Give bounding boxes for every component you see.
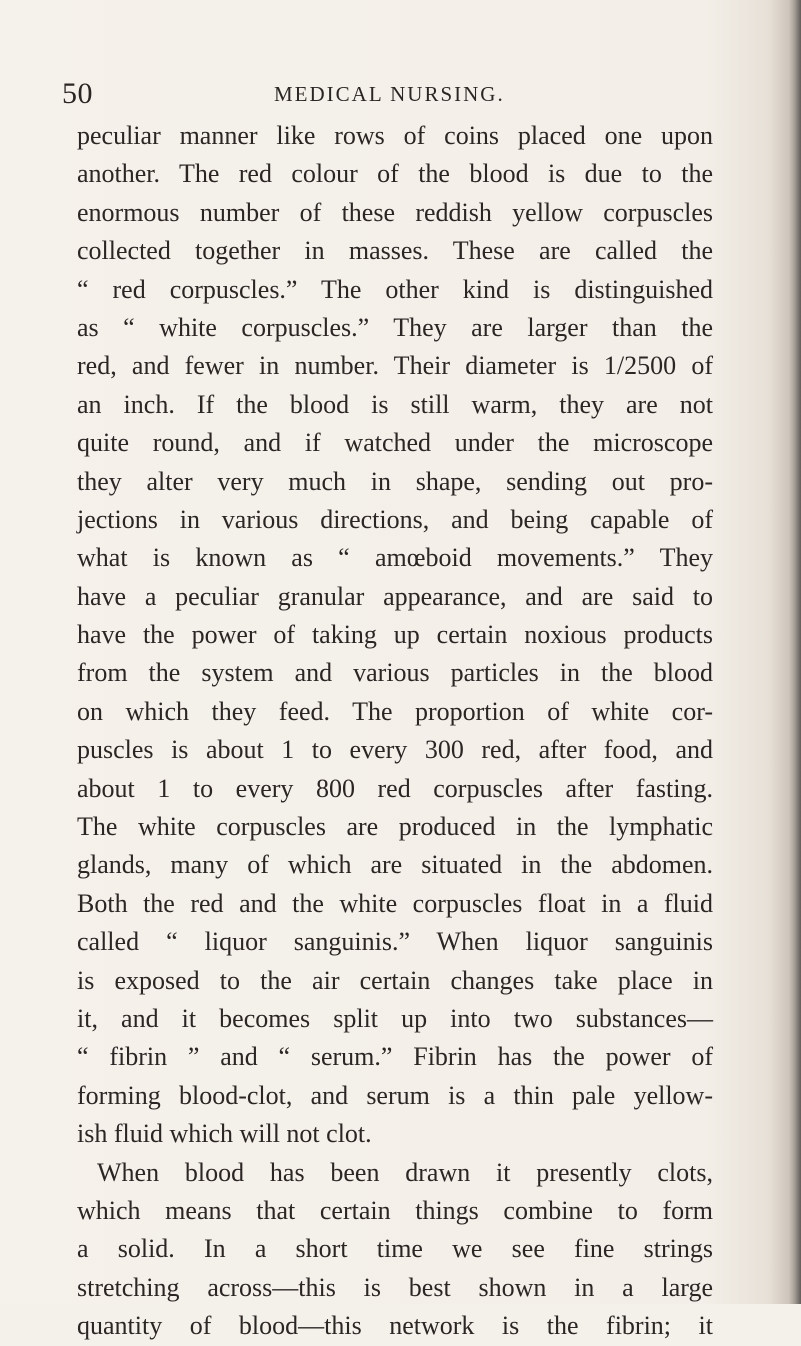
- text-line: When blood has been drawn it presently clots,: [97, 1157, 713, 1187]
- text-line: enormous number of these reddish yellow corpuscles: [77, 197, 713, 227]
- text-line: called “ liquor sanguinis.” When liquor sanguinis: [77, 927, 713, 957]
- text-line: puscles is about 1 to every 300 red, after food, and: [77, 735, 713, 765]
- text-line: “ fibrin ” and “ serum.” Fibrin has the power of: [77, 1042, 713, 1072]
- page-number: 50: [62, 77, 93, 110]
- text-line: it, and it becomes split up into two substances—: [77, 1003, 713, 1033]
- text-line: ish fluid which will not clot.: [77, 1119, 372, 1149]
- text-line: quite round, and if watched under the microscope: [77, 428, 713, 458]
- text-line: about 1 to every 800 red corpuscles after fasting.: [77, 773, 713, 803]
- text-line: on which they feed. The proportion of white cor-: [77, 696, 713, 726]
- text-line: they alter very much in shape, sending out pro-: [77, 466, 713, 496]
- text-line: Both the red and the white corpuscles float in a fluid: [77, 888, 713, 918]
- text-line: as “ white corpuscles.” They are larger than the: [77, 312, 713, 342]
- text-line: jections in various directions, and being capable of: [77, 504, 713, 534]
- text-line: another. The red colour of the blood is due to the: [77, 159, 713, 189]
- text-line: an inch. If the blood is still warm, they are not: [77, 389, 713, 419]
- text-line: have a peculiar granular appearance, and are said to: [77, 581, 713, 611]
- text-line: “ red corpuscles.” The other kind is distinguished: [77, 274, 713, 304]
- text-line: red, and fewer in number. Their diameter is 1/2500 of: [77, 351, 713, 381]
- text-line: collected together in masses. These are called the: [77, 236, 713, 266]
- text-line: glands, many of which are situated in the abdomen.: [77, 850, 713, 880]
- text-line: a solid. In a short time we see fine strings: [77, 1234, 713, 1264]
- text-line: The white corpuscles are produced in the lymphatic: [77, 812, 713, 842]
- text-line: which means that certain things combine to form: [77, 1195, 713, 1225]
- text-line: peculiar manner like rows of coins placed one upon: [77, 121, 713, 150]
- text-line: is exposed to the air certain changes take place in: [77, 965, 713, 995]
- text-line: what is known as “ amœboid movements.” They: [77, 543, 713, 573]
- text-line: forming blood-clot, and serum is a thin pale yellow-: [77, 1080, 713, 1110]
- running-head: MEDICAL NURSING.: [274, 82, 505, 106]
- text-line: from the system and various particles in the blood: [77, 658, 713, 688]
- text-line: have the power of taking up certain noxious products: [77, 620, 713, 650]
- body-text: [77, 117, 713, 1346]
- text-line: quantity of blood—this network is the fibrin; it: [77, 1311, 713, 1341]
- page-edge-shadow: [789, 0, 801, 1304]
- page-header: [62, 77, 762, 111]
- text-line: stretching across—this is best shown in a large: [77, 1272, 713, 1302]
